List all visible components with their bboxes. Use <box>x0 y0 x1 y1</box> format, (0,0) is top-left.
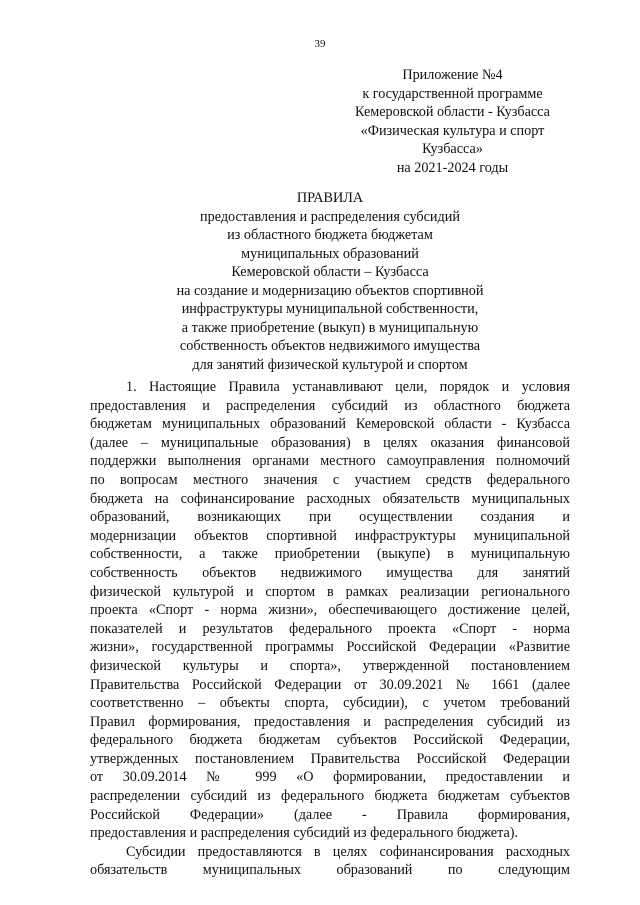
body-line: физической культурой и спортом в рамках реализации регионального <box>90 583 570 600</box>
body-line: обязательств муниципальных образований по следующим <box>90 862 570 879</box>
appendix-line: Приложение №4 <box>402 67 503 83</box>
rules-heading: ПРАВИЛА <box>296 190 364 206</box>
rules-title-line: собственность объектов недвижимого имущества <box>179 338 481 354</box>
rules-title-line: на создание и модернизацию объектов спортивной <box>176 282 484 299</box>
body-line: распределении субсидий из федерального бюджета бюджетам субъектов <box>90 788 570 805</box>
body-line: бюджетам муниципальных образований Кемеровской области - Кузбасса <box>90 416 570 433</box>
body-line: по вопросам местного значения с участием средств федерального <box>90 471 570 488</box>
body-text <box>90 378 570 880</box>
body-line: поддержки выполнения органами местного самоуправления полномочий <box>90 453 570 470</box>
body-line: от 30.09.2014 № 999 «О формировании, предоставлении и <box>90 769 570 786</box>
body-line: физической культуры и спорта», утвержденной постановлением <box>90 657 570 674</box>
body-line: Субсидии предоставляются в целях софинансирования расходных <box>126 843 570 860</box>
body-line: 1. Настоящие Правила устанавливают цели, порядок и условия <box>126 379 570 395</box>
appendix-line: на 2021-2024 годы <box>396 159 509 176</box>
body-line: проекта «Спорт - норма жизни», обеспечивающего достижение целей, <box>90 602 570 619</box>
body-line: (далее – муниципальные образования) в целях оказания финансовой <box>90 434 570 451</box>
rules-title-line: для занятий физической культурой и спортом <box>192 356 468 373</box>
rules-title-line: а также приобретение (выкуп) в муниципальную <box>181 319 479 336</box>
body-line: федерального бюджета бюджетам субъектов Российской Федерации, <box>90 732 570 749</box>
rules-title-line: муниципальных образований <box>241 245 419 262</box>
rules-title-line: инфраструктуры муниципальной собственности, <box>181 301 479 317</box>
rules-title-line: Кемеровской области – Кузбасса <box>231 264 429 280</box>
rules-title-block <box>90 189 570 374</box>
appendix-line: Кемеровской области - Кузбасса <box>355 104 550 120</box>
body-line: собственность объектов недвижимого имущества для занятий <box>90 564 570 581</box>
body-line: Правил формирования, предоставления и распределения субсидий из <box>90 713 570 730</box>
rules-title-line: из областного бюджета бюджетам <box>227 227 433 243</box>
appendix-line: Кузбасса» <box>422 141 483 157</box>
body-line: Правительства Российской Федерации от 30.09.2021 № 1661 (далее <box>90 676 570 693</box>
page-number: 39 <box>314 38 326 50</box>
body-line: предоставления и распределения субсидий из федерального бюджета). <box>90 825 519 842</box>
body-line: показателей и результатов федерального проекта «Спорт - норма <box>90 620 570 637</box>
body-line: собственности, а также приобретении (выкупе) в муниципальную <box>90 546 570 563</box>
appendix-block <box>330 66 575 177</box>
appendix-line: к государственной программе <box>362 85 543 102</box>
body-line: соответственно – объекты спорта, субсидии), с учетом требований <box>90 695 570 712</box>
rules-title-line: предоставления и распределения субсидий <box>200 208 460 225</box>
body-line: образований, возникающих при осуществлении создания и <box>90 509 570 526</box>
body-line: Российской Федерации» (далее - Правила формирования, <box>90 806 570 823</box>
body-line: бюджета на софинансирование расходных обязательств муниципальных <box>90 490 570 507</box>
body-line: жизни», государственной программы Российской Федерации «Развитие <box>90 639 570 656</box>
body-line: утвержденных постановлением Правительства Российской Федерации <box>90 750 570 767</box>
body-line: модернизации объектов спортивной инфраструктуры муниципальной <box>90 527 570 544</box>
body-line: предоставления и распределения субсидий из областного бюджета <box>90 397 570 414</box>
appendix-line: «Физическая культура и спорт <box>360 122 545 139</box>
